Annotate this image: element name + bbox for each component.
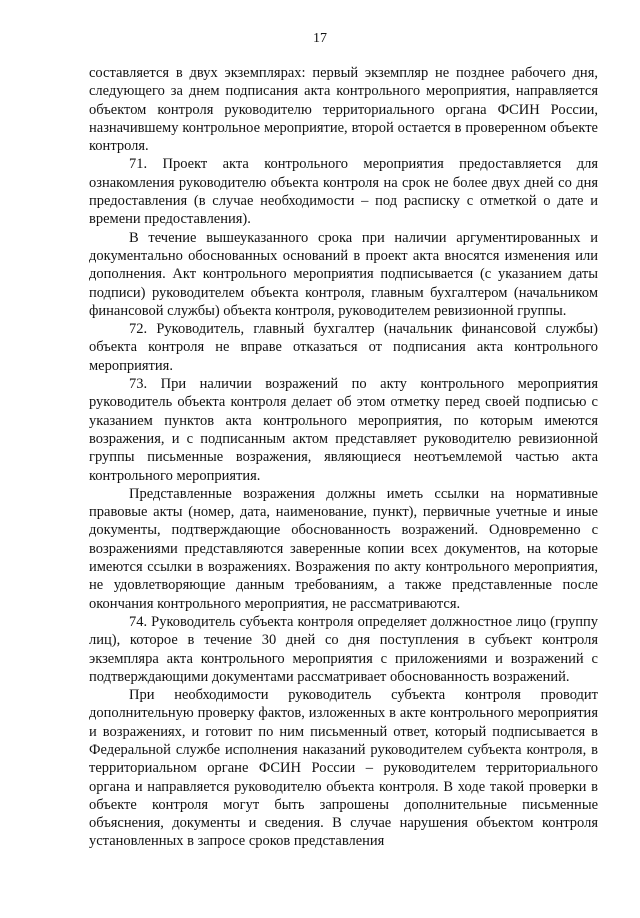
- page-number: 17: [313, 31, 327, 46]
- paragraph-72: 72. Руководитель, главный бухгалтер (начальник финансовой службы) объекта контроля не вправе отказаться от подписания акта контрольного мероприятия.: [89, 321, 598, 374]
- paragraph-71-continued: В течение вышеуказанного срока при наличии аргументированных и документально обоснованных оснований в проект акта вносятся изменения или дополнения. Акт контрольного мероприятия подписывается (с указанием даты подписи) руководителем объекта контроля, главным бухгалтером (начальником финансовой службы) объекта контроля, руководителем ревизионной группы.: [89, 229, 598, 319]
- paragraph-73-objections: Представленные возражения должны иметь ссылки на нормативные правовые акты (номер, дата, наименование, пункт), первичные учетные и иные документы, подтверждающие обоснованность возражений. Одновременно с возражениями представляются заверенные копии всех документов, на которые имеются ссылки в возражениях. Возражения по акту контрольного мероприятия, не удовлетворяющие данным требованиям, а также представленные после окончания контрольного мероприятия, не рассматриваются.: [89, 485, 598, 612]
- paragraph-74-additional-check: При необходимости руководитель субъекта контроля проводит дополнительную проверку фактов, изложенных в акте контрольного мероприятия и возражениях, и готовит по ним письменный ответ, который подписывается в Федеральной службе исполнения наказаний руководителем субъекта контроля, в территориальном органе ФСИН России – руководителем территориального органа и направляется руководителю объекта контроля. В ходе такой проверки в объекте контроля могут быть запрошены дополнительные письменные объяснения, документы и сведения. В случае нарушения объектом контроля установленных в запросе сроков представления: [89, 687, 598, 850]
- paragraph-73: 73. При наличии возражений по акту контрольного мероприятия руководитель объекта контроля делает об этом отметку перед своей подписью с указанием пунктов акта контрольного мероприятия, по которым имеются возражения, и с подписанным актом представляет руководителю ревизионной группы письменные возражения, являющиеся неотъемлемой частью акта контрольного мероприятия.: [89, 376, 598, 484]
- paragraph-74: 74. Руководитель субъекта контроля определяет должностное лицо (группу лиц), которое в течение 30 дней со дня поступления в субъект контроля экземпляра акта контрольного мероприятия с приложениями и возражений с подтверждающими документами рассматривает обоснованность возражений.: [89, 613, 598, 685]
- paragraph-71: 71. Проект акта контрольного мероприятия предоставляется для ознакомления руководителю объекта контроля на срок не более двух дней со дня предоставления (в случае необходимости – под расписку с отметкой о дате и времени предоставления).: [89, 156, 598, 228]
- paragraph-continuation: составляется в двух экземплярах: первый экземпляр не позднее рабочего дня, следующего за днем подписания акта контрольного мероприятия, направляется объектом контроля руководителю территориального органа ФСИН России, назначившему контрольное мероприятие, второй остается в проверенном объекте контроля.: [89, 65, 598, 155]
- document-body: [89, 64, 598, 851]
